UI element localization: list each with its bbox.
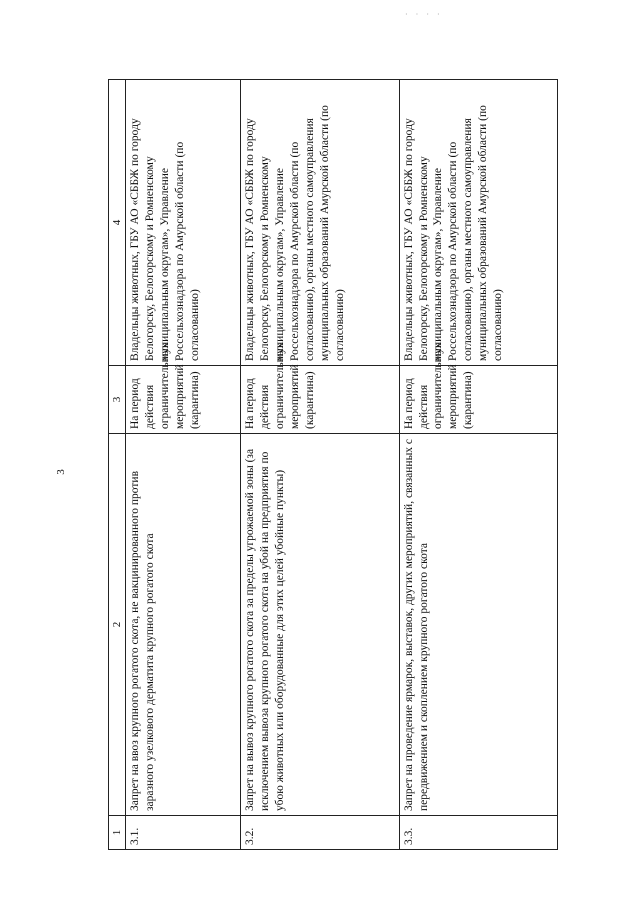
- measure-cell: Запрет на вывоз крупного рогатого скота за пределы угрожаемой зоны (за исключением вывоза крупного рогатого скота на убой на предприятия по убою животных или оборудованные для этих целей убойные пункты): [241, 434, 399, 816]
- row-number: 3.2.: [241, 816, 399, 850]
- measure-cell: Запрет на ввоз крупного рогатого скота, не вакцинированного против заразного узелкового дерматита крупного рогатого скота: [126, 434, 241, 816]
- period-cell: На период действия ограничительных мероприятий (карантина): [241, 366, 399, 434]
- measures-table: [108, 79, 558, 850]
- header-col-2: 2: [109, 434, 126, 816]
- scan-artifact: · · · ·: [405, 10, 443, 19]
- responsible-cell: Владельцы животных, ГБУ АО «СББЖ по городу Белогорску, Белогорскому и Ромненскому муниципальным округам», Управление Россельхознадзора по Амурской области (по согласованию): [126, 80, 241, 366]
- page-number: 3: [54, 469, 67, 475]
- measure-cell: Запрет на проведение ярмарок, выставок, других мероприятий, связанных с передвижением и скоплением крупного рогатого скота: [399, 434, 557, 816]
- header-col-1: 1: [109, 816, 126, 850]
- row-number: 3.1.: [126, 816, 241, 850]
- table-row: [399, 80, 557, 850]
- table-row: [241, 80, 399, 850]
- measures-table-container: [108, 80, 558, 850]
- responsible-cell: Владельцы животных, ГБУ АО «СББЖ по городу Белогорску, Белогорскому и Ромненскому муниципальным округам», Управление Россельхознадзора по Амурской области (по согласованию), органы местного самоуправления муниципальных образований Амурской области (по согласованию): [399, 80, 557, 366]
- period-cell: На период действия ограничительных мероприятий (карантина): [126, 366, 241, 434]
- table-header-row: [109, 80, 126, 850]
- period-cell: На период действия ограничительных мероприятий (карантина): [399, 366, 557, 434]
- rotated-table: [108, 80, 558, 850]
- header-col-3: 3: [109, 366, 126, 434]
- header-col-4: 4: [109, 80, 126, 366]
- row-number: 3.3.: [399, 816, 557, 850]
- table-row: [126, 80, 241, 850]
- responsible-cell: Владельцы животных, ГБУ АО «СББЖ по городу Белогорску, Белогорскому и Ромненскому муниципальным округам», Управление Россельхознадзора по Амурской области (по согласованию), органы местного самоуправления муниципальных образований Амурской области (по согласованию): [241, 80, 399, 366]
